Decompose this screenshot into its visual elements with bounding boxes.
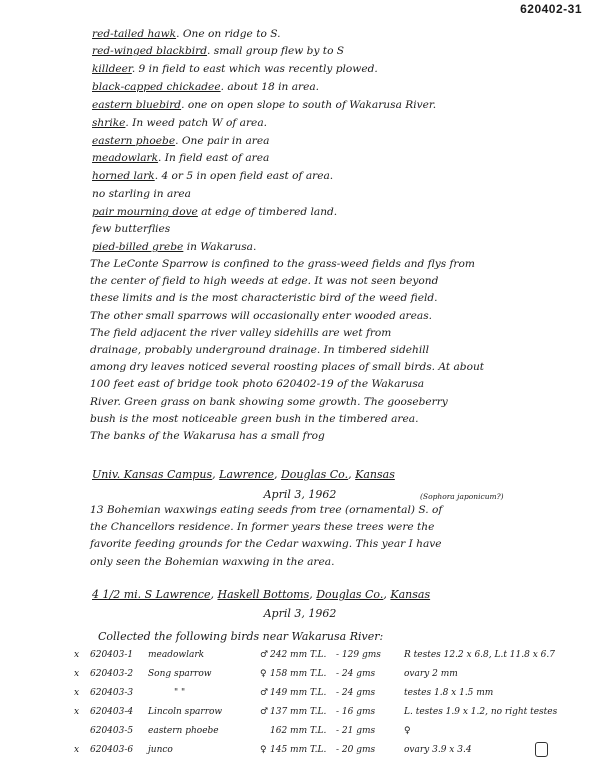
- specimen-notes: testes 1.8 x 1.5 mm: [404, 688, 494, 698]
- species-name: pair mourning dove: [92, 206, 198, 218]
- observation-line: [92, 205, 592, 220]
- specimen-name: Song sparrow: [148, 669, 212, 679]
- paragraph-line: The field adjacent the river valley sidehills are wet from: [90, 326, 392, 339]
- check-mark: x: [74, 669, 80, 679]
- paragraph-line: the center of field to high weeds at edge. It was not seen beyond: [90, 275, 439, 288]
- page-number: 620402-31: [520, 2, 582, 16]
- observation-note: . In field east of area: [158, 152, 270, 164]
- specimen-sex: ♂: [260, 707, 269, 717]
- section-date: April 3, 1962: [263, 607, 337, 620]
- species-name: meadowlark: [92, 152, 159, 164]
- observation-line: [92, 44, 592, 59]
- specimen-weight: - 21 gms: [336, 726, 376, 736]
- observation-line: [92, 80, 592, 95]
- specimen-id: 620403-3: [90, 688, 134, 698]
- observation-note: few butterflies: [92, 223, 171, 235]
- species-name: black-capped chickadee: [92, 81, 221, 93]
- specimen-id: 620403-2: [90, 669, 134, 679]
- paragraph-line: drainage, probably underground drainage. In timbered sidehill: [90, 344, 430, 357]
- observation-note: . One pair in area: [175, 135, 270, 147]
- observation-note: . In weed patch W of area.: [125, 117, 268, 129]
- section-date: April 3, 1962: [263, 488, 337, 501]
- specimen-sex: ♂: [260, 688, 269, 698]
- specimen-id: 620403-1: [90, 650, 134, 660]
- species-name: shrike: [92, 117, 126, 129]
- specimen-notes: ovary 2 mm: [404, 669, 458, 679]
- specimen-length: 158 mm T.L.: [270, 669, 327, 679]
- specimen-sex: ♂: [260, 650, 269, 660]
- margin-note: (Sophora japonicum?): [420, 492, 504, 501]
- specimen-row: [74, 688, 594, 704]
- county-name: Douglas Co.: [316, 588, 384, 601]
- observation-line: [92, 151, 592, 166]
- section-heading-campus: Univ. Kansas Campus, Lawrence, Douglas Co., Kansas: [92, 468, 395, 481]
- paragraph-line: 100 feet east of bridge took photo 620402-19 of the Wakarusa: [90, 378, 425, 391]
- check-mark: x: [74, 707, 80, 717]
- observation-note: . about 18 in area.: [220, 81, 320, 93]
- check-mark: x: [74, 745, 80, 755]
- species-name: killdeer: [92, 63, 132, 75]
- observation-note: at edge of timbered land.: [197, 206, 338, 218]
- specimen-name: junco: [148, 745, 173, 755]
- observation-line: [92, 169, 592, 184]
- paragraph-line: The banks of the Wakarusa has a small frog: [90, 430, 325, 443]
- observation-line: [92, 187, 592, 202]
- archive-stamp-icon: [535, 742, 548, 757]
- observation-line: [92, 62, 592, 77]
- paragraph-line: The other small sparrows will occasionally enter wooded areas.: [90, 309, 433, 322]
- observation-note: in Wakarusa.: [183, 241, 257, 253]
- observation-note: . 9 in field to east which was recently plowed.: [131, 63, 378, 75]
- specimen-weight: - 24 gms: [336, 688, 376, 698]
- specimen-weight: - 20 gms: [336, 745, 376, 755]
- paragraph-line: among dry leaves noticed several roosting places of small birds. At about: [90, 361, 485, 374]
- observation-line: [92, 240, 592, 255]
- paragraph-line: River. Green grass on bank showing some growth. The gooseberry: [90, 395, 448, 408]
- specimen-row: [74, 726, 594, 742]
- species-name: eastern bluebird: [92, 99, 182, 111]
- observation-note: . 4 or 5 in open field east of area.: [154, 170, 334, 182]
- specimen-length: 149 mm T.L.: [270, 688, 327, 698]
- paragraph-line: The LeConte Sparrow is confined to the grass-weed fields and flys from: [90, 258, 475, 270]
- specimen-length: 162 mm T.L.: [270, 726, 327, 736]
- specimen-name: " ": [174, 688, 186, 698]
- species-name: red-winged blackbird: [92, 45, 208, 57]
- observation-line: [92, 116, 592, 131]
- specimen-length: 137 mm T.L.: [270, 707, 327, 717]
- specimen-id: 620403-4: [90, 707, 134, 717]
- paragraph-line: these limits and is the most characteristic bird of the weed field.: [90, 292, 438, 305]
- field-notes-paragraph: [90, 256, 590, 445]
- observation-line: [92, 27, 592, 42]
- species-name: pied-billed grebe: [92, 241, 184, 253]
- specimen-length: 145 mm T.L.: [270, 745, 327, 755]
- paragraph-line: 13 Bohemian waxwings eating seeds from tree (ornamental) S. of: [90, 504, 443, 516]
- specimen-sex: ♀: [260, 745, 267, 755]
- observation-line: [92, 222, 592, 237]
- specimen-id: 620403-5: [90, 726, 134, 736]
- collection-intro: Collected the following birds near Wakarusa River:: [98, 630, 384, 643]
- location-distance: 4 1/2 mi. S Lawrence: [92, 588, 211, 601]
- observation-note: . one on open slope to south of Wakarusa River.: [181, 99, 437, 111]
- specimen-row: [74, 745, 594, 761]
- specimen-row: [74, 650, 594, 666]
- specimen-notes: R testes 12.2 x 6.8, L.t 11.8 x 6.7: [404, 650, 555, 660]
- county-name: Douglas Co.: [280, 468, 349, 481]
- specimen-sex: ♀: [260, 669, 267, 679]
- check-mark: x: [74, 650, 80, 660]
- specimen-notes: L. testes 1.9 x 1.2, no right testes: [404, 707, 558, 717]
- specimen-id: 620403-6: [90, 745, 134, 755]
- section-heading-haskell: 4 1/2 mi. S Lawrence, Haskell Bottoms, Douglas Co., Kansas: [92, 588, 431, 601]
- observation-note: . One on ridge to S.: [176, 28, 281, 40]
- specimen-row: [74, 707, 594, 723]
- paragraph-line: only seen the Bohemian waxwing in the area.: [90, 555, 335, 568]
- specimen-name: eastern phoebe: [148, 726, 219, 736]
- state-name: Kansas: [355, 468, 395, 481]
- location-name: Haskell Bottoms: [217, 588, 310, 601]
- check-mark: x: [74, 688, 80, 698]
- specimen-name: meadowlark: [148, 650, 205, 660]
- state-name: Kansas: [390, 588, 431, 601]
- city-name: Lawrence: [219, 468, 274, 481]
- observation-note: no starling in area: [92, 188, 191, 200]
- species-name: horned lark: [92, 170, 155, 182]
- specimen-weight: - 16 gms: [336, 707, 376, 717]
- observation-line: [92, 134, 592, 149]
- paragraph-line: favorite feeding grounds for the Cedar waxwing. This year I have: [90, 538, 442, 551]
- waxwing-paragraph: [90, 502, 590, 571]
- species-name: eastern phoebe: [92, 135, 176, 147]
- paragraph-line: bush is the most noticeable green bush in the timbered area.: [90, 412, 419, 425]
- location-name: Univ. Kansas Campus: [92, 468, 213, 481]
- species-name: red-tailed hawk: [92, 28, 177, 40]
- specimen-weight: - 129 gms: [336, 650, 381, 660]
- observation-line: [92, 98, 592, 113]
- observation-note: . small group flew by to S: [207, 45, 345, 57]
- specimen-length: 242 mm T.L.: [270, 650, 327, 660]
- specimen-notes: ovary 3.9 x 3.4: [404, 745, 472, 755]
- specimen-weight: - 24 gms: [336, 669, 376, 679]
- paragraph-line: the Chancellors residence. In former years these trees were the: [90, 521, 435, 534]
- specimen-row: [74, 669, 594, 685]
- specimen-notes: ♀: [404, 726, 411, 736]
- specimen-name: Lincoln sparrow: [148, 707, 223, 717]
